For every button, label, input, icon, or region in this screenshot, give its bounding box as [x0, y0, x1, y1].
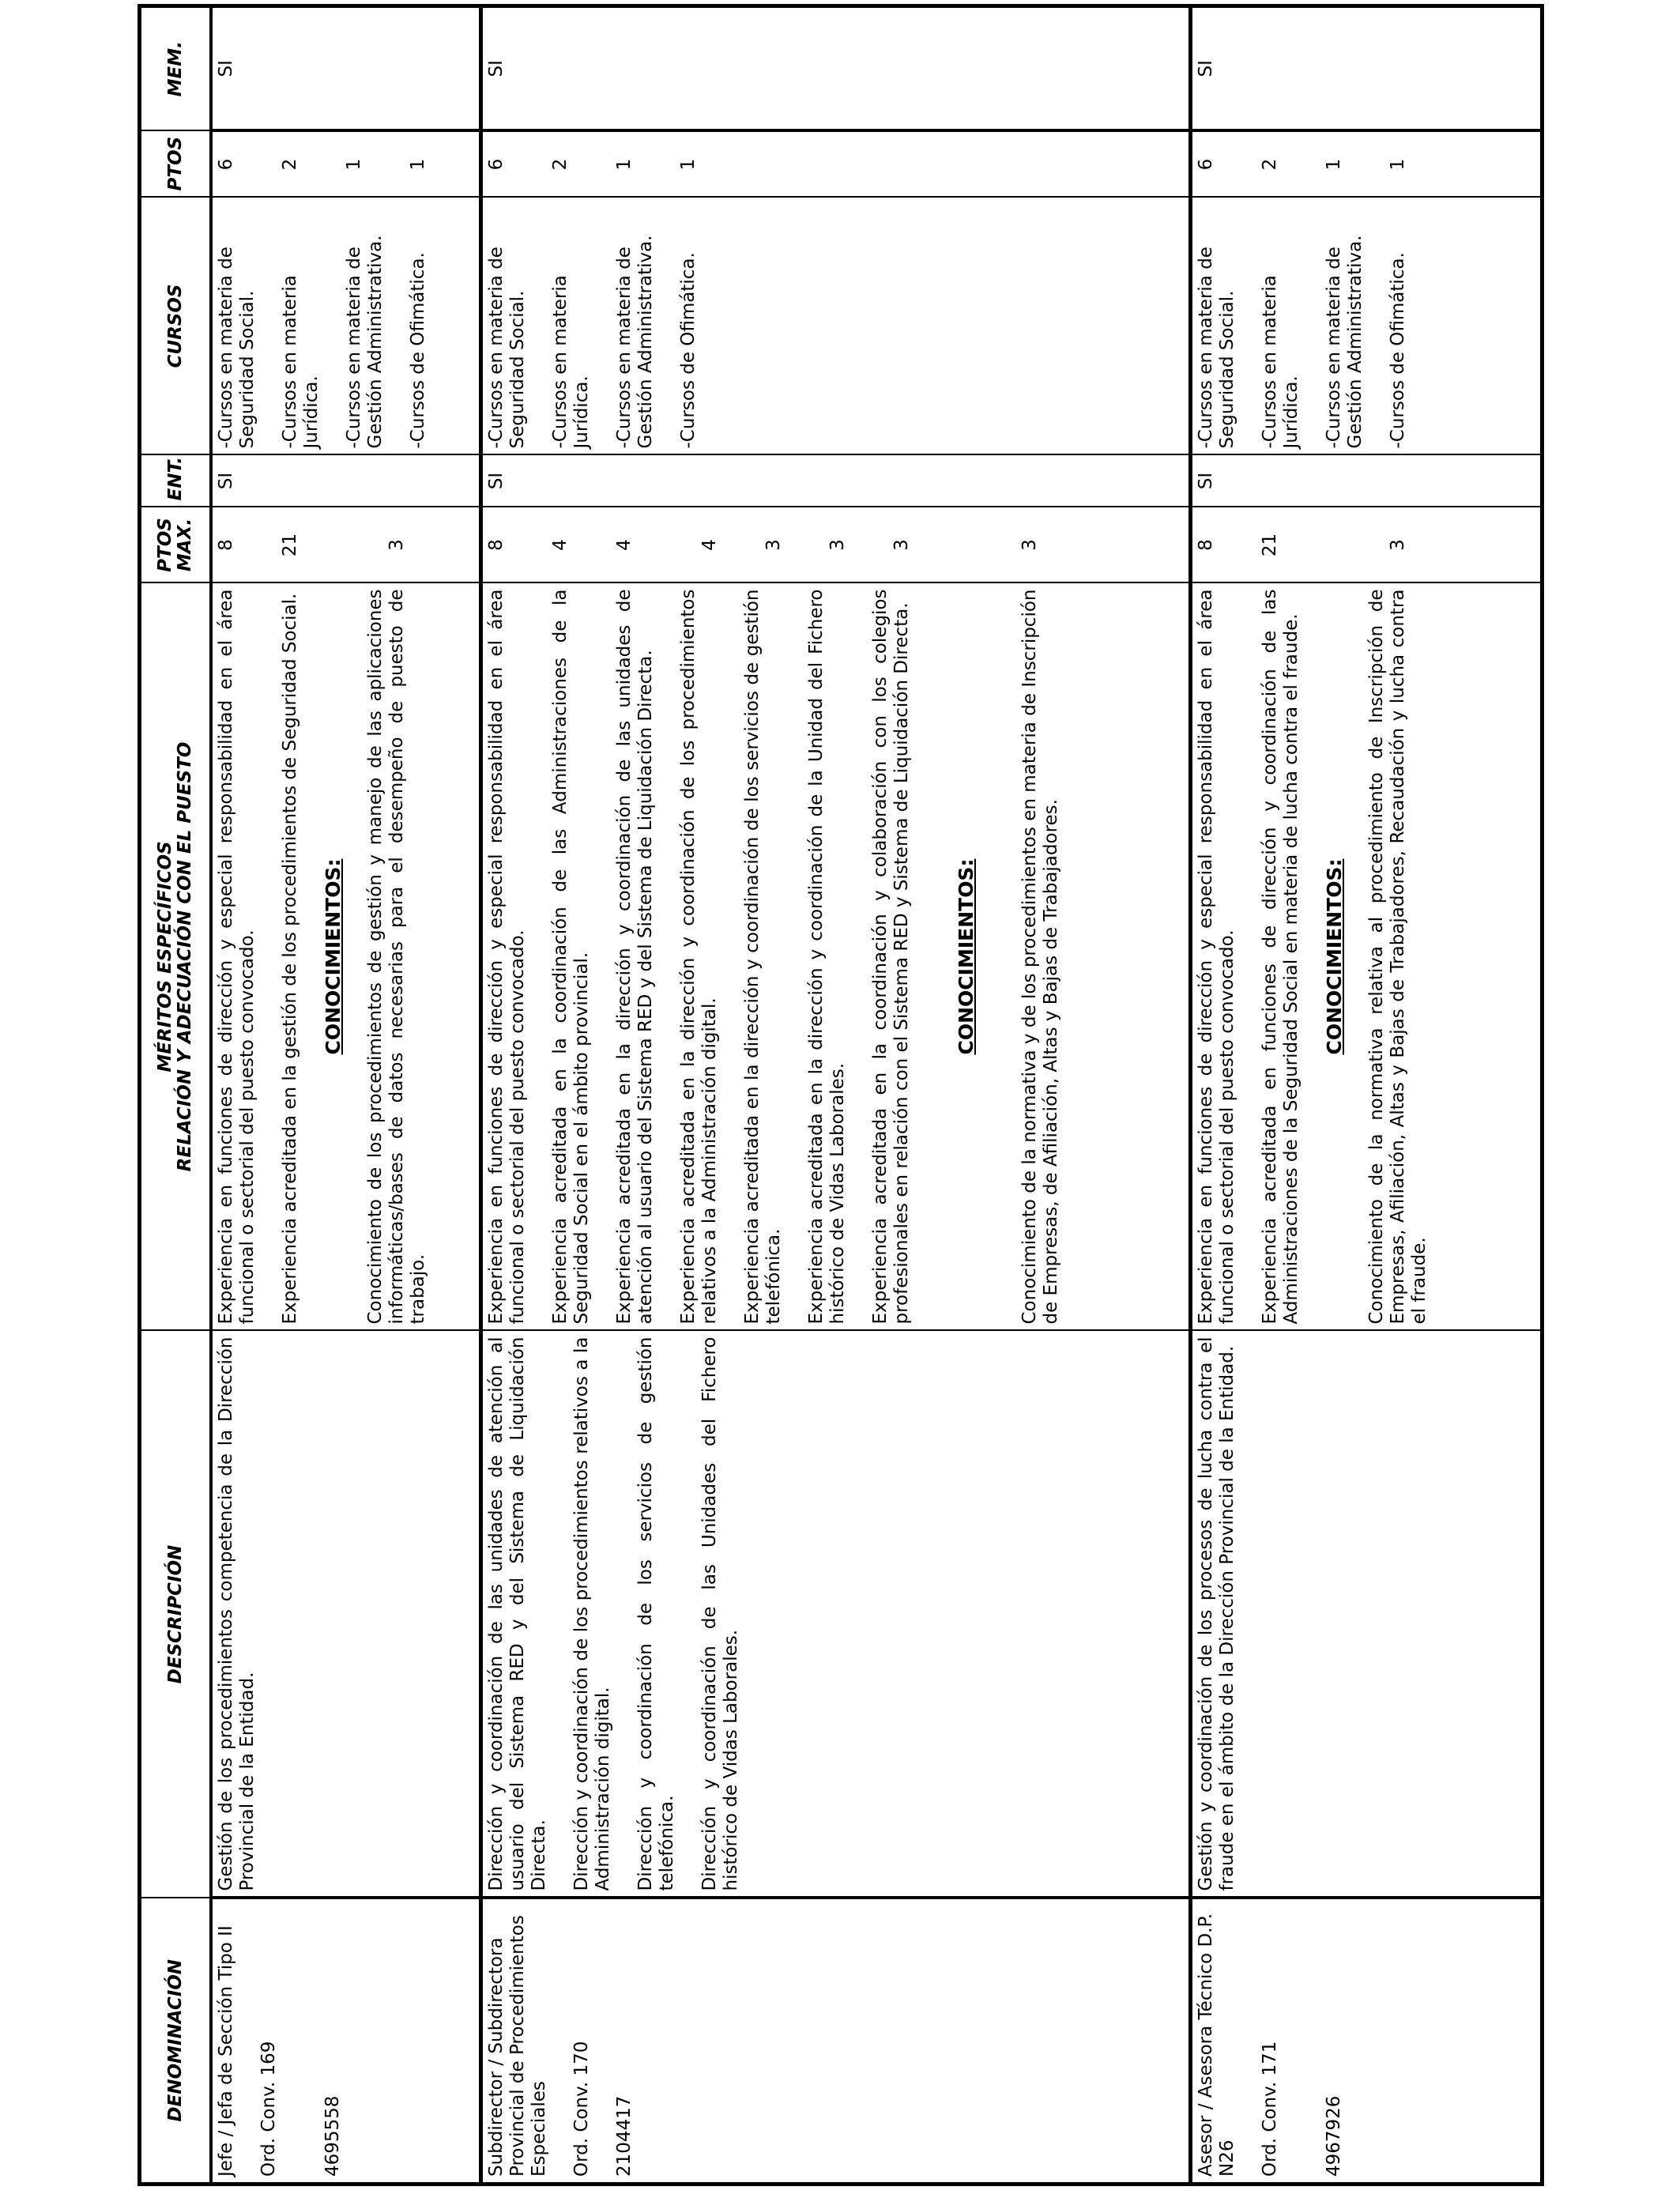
descripcion-item: Gestión de los procedimientos competencia de la Dirección Provincial de la Entidad. [216, 1336, 258, 1891]
denominacion-cell [1190, 1898, 1542, 2185]
conocimiento-item: Conocimiento de la normativa y de los procedimientos en materia de Inscripción de Empresas, de Afiliación, Altas y Bajas de Trabajadores. [1019, 589, 1061, 1325]
descripcion-item: Gestión y coordinación de los procesos de lucha contra el fraude en el ámbito de la Dirección Provincial de la Entidad. [1195, 1336, 1237, 1891]
header-denominacion: DENOMINACIÓN [140, 1898, 212, 2185]
conocimientos-heading: CONOCIMIENTOS: [1322, 858, 1346, 1055]
denominacion-text: Asesor / Asesora Técnico D.P. N26 [1195, 1913, 1237, 2177]
codigo-text: 2104417 [613, 2095, 635, 2177]
ptos-max-value: 4 [549, 539, 571, 551]
mem-value: SI [485, 60, 507, 77]
ptos-cell [480, 131, 1190, 198]
header-cursos: CURSOS [140, 198, 212, 455]
table-row [480, 6, 1190, 2185]
curso-item: -Cursos en materia Jurídica. [1259, 275, 1301, 449]
descripcion-cell [1190, 1331, 1542, 1898]
header-ptos-max-line2: MAX. [175, 518, 195, 572]
conocimiento-item: Conocimiento de los procedimientos de gestión y manejo de las aplicaciones informáticas/bases de datos necesarias para el desempeño de puesto de trabajo. [365, 589, 428, 1325]
curso-item: -Cursos en materia de Seguridad Social. [1195, 247, 1237, 449]
ent-value: SI [485, 472, 507, 490]
ptos-max-value: 3 [827, 539, 848, 551]
mem-value: SI [1195, 60, 1216, 77]
merito-item: Experiencia en funciones de dirección y especial responsabilidad en el área funcional o sectorial del puesto convocado. [216, 589, 258, 1325]
ptos-max-value: 3 [891, 539, 912, 551]
curso-item: -Cursos de Ofimática. [408, 252, 428, 449]
codigo-text: 4967926 [1323, 2095, 1344, 2177]
orden-text: Ord. Conv. 169 [258, 2041, 279, 2177]
merito-item: Experiencia acreditada en la dirección y coordinación de las unidades de atención al usuario del Sistema RED y del Sistema de Liquidación Directa. [613, 589, 656, 1325]
merito-item: Experiencia acreditada en la dirección y coordinación de los servicios de gestión telefónica. [741, 589, 784, 1325]
denominacion-text: Subdirector / Subdirectora Provincial de Procedimientos Especiales [485, 1915, 549, 2177]
meritos-cell [211, 583, 480, 1331]
ptos-value: 1 [344, 158, 364, 171]
ptos-value: 2 [549, 158, 571, 171]
ptos-max-cell [1190, 507, 1542, 583]
ptos-value: 2 [280, 158, 300, 171]
denominacion-cell [480, 1898, 1190, 2185]
ptos-cell [211, 131, 480, 198]
meritos-cell [480, 583, 1190, 1331]
ptos-max-value: 8 [216, 539, 236, 551]
descripcion-cell [211, 1331, 480, 1898]
orden-text: Ord. Conv. 170 [571, 2041, 592, 2177]
ptos-max-value: 3 [1387, 539, 1408, 551]
descripcion-cell [480, 1331, 1190, 1898]
ptos-max-cell [211, 507, 480, 583]
ptos-value: 1 [408, 158, 428, 171]
curso-item: -Cursos en materia de Gestión Administrativa. [344, 235, 386, 449]
ptos-max-value: 8 [485, 539, 507, 551]
header-ent: ENT. [140, 455, 212, 507]
header-ptos: PTOS [140, 131, 212, 198]
ptos-max-value: 3 [763, 539, 784, 551]
merito-item: Experiencia acreditada en funciones de dirección y coordinación de las Administraciones de la Seguridad Social en materia de lucha contra el fraude. [1259, 589, 1301, 1325]
merito-item: Experiencia acreditada en la dirección y coordinación de la Unidad del Fichero histórico de Vidas Laborales. [805, 589, 848, 1325]
mem-value: SI [216, 60, 236, 77]
descripcion-item: Dirección y coordinación de las Unidades del Fichero histórico de Vidas Laborales. [699, 1336, 741, 1891]
ptos-value: 1 [1387, 158, 1408, 171]
ent-value: SI [216, 472, 236, 490]
ptos-cell [1190, 131, 1542, 198]
denominacion-cell [211, 1898, 480, 2185]
descripcion-item: Dirección y coordinación de los procedimientos relativos a la Administración digital. [571, 1336, 613, 1891]
descripcion-item: Dirección y coordinación de los servicios de gestión telefónica. [635, 1336, 677, 1891]
merito-item: Experiencia en funciones de dirección y especial responsabilidad en el área funcional o sectorial del puesto convocado. [485, 589, 528, 1325]
cursos-cell [480, 198, 1190, 455]
meritos-cell [1190, 583, 1542, 1331]
table-row [211, 6, 480, 2185]
cursos-cell [211, 198, 480, 455]
descripcion-item: Dirección y coordinación de las unidades de atención al usuario del Sistema RED y del Sistema de Liquidación Directa. [485, 1336, 549, 1891]
ptos-max-value: 4 [613, 539, 635, 551]
ent-cell [211, 455, 480, 507]
mem-cell [480, 6, 1190, 131]
header-row [140, 6, 212, 2185]
ent-value: SI [1195, 472, 1216, 490]
header-ptos-max-line1: PTOS [155, 518, 175, 572]
ptos-value: 2 [1259, 158, 1280, 171]
curso-item: -Cursos en materia de Gestión Administrativa. [1323, 235, 1365, 449]
ptos-max-cell [480, 507, 1190, 583]
merito-item: Experiencia acreditada en la coordinación y colaboración con los colegios profesionales en relación con el Sistema RED y Sistema de Liquidación Directa. [869, 589, 912, 1325]
rotated-page [137, 8, 1530, 2186]
curso-item: -Cursos en materia de Seguridad Social. [216, 247, 258, 449]
curso-item: -Cursos en materia Jurídica. [549, 275, 592, 449]
ptos-max-value: 3 [1019, 539, 1040, 551]
header-ptos-max [140, 507, 212, 583]
header-mem: MEM. [140, 6, 212, 131]
table-row [1190, 6, 1542, 2185]
ptos-value: 1 [677, 158, 699, 171]
curso-item: -Cursos en materia de Seguridad Social. [485, 247, 528, 449]
conocimiento-item: Conocimiento de la normativa relativa al procedimiento de Inscripción de Empresas, Afiliación, Altas y Bajas de Trabajadores, Recaudación y lucha contra el fraude. [1365, 589, 1430, 1325]
mem-cell [1190, 6, 1542, 131]
merits-table [137, 4, 1544, 2186]
curso-item: -Cursos en materia Jurídica. [280, 275, 322, 449]
header-descripcion: DESCRIPCIÓN [140, 1331, 212, 1898]
ptos-max-value: 21 [280, 533, 300, 557]
ent-cell [480, 455, 1190, 507]
ptos-value: 6 [485, 158, 507, 171]
merito-item: Experiencia acreditada en la coordinación de las Administraciones de la Seguridad Social en el ámbito provincial. [549, 589, 592, 1325]
merito-item: Experiencia acreditada en la gestión de los procedimientos de Seguridad Social. [280, 593, 300, 1325]
merito-item: Experiencia en funciones de dirección y especial responsabilidad en el área funcional o sectorial del puesto convocado. [1195, 589, 1237, 1325]
orden-text: Ord. Conv. 171 [1259, 2041, 1280, 2177]
ptos-value: 1 [613, 158, 635, 171]
curso-item: -Cursos de Ofimática. [1387, 252, 1408, 449]
ptos-value: 1 [1323, 158, 1344, 171]
curso-item: -Cursos en materia de Gestión Administrativa. [613, 235, 656, 449]
ptos-max-value: 21 [1259, 533, 1280, 557]
curso-item: -Cursos de Ofimática. [677, 252, 699, 449]
header-meritos-line1: MÉRITOS ESPECÍFICOS [155, 841, 175, 1072]
codigo-text: 4695558 [322, 2095, 343, 2177]
mem-cell [211, 6, 480, 131]
conocimientos-heading: CONOCIMIENTOS: [954, 858, 977, 1055]
ptos-max-value: 3 [386, 539, 407, 551]
ptos-max-value: 8 [1195, 539, 1216, 551]
denominacion-text: Jefe / Jefa de Sección Tipo II [216, 1925, 236, 2177]
cursos-cell [1190, 198, 1542, 455]
ptos-max-value: 4 [699, 539, 720, 551]
ptos-value: 6 [216, 158, 236, 171]
header-meritos [140, 583, 212, 1331]
ent-cell [1190, 455, 1542, 507]
conocimientos-heading: CONOCIMIENTOS: [322, 858, 345, 1055]
header-meritos-line2: RELACIÓN Y ADECUACIÓN CON EL PUESTO [175, 741, 195, 1172]
merito-item: Experiencia acreditada en la dirección y coordinación de los procedimientos relativos a la Administración digital. [677, 589, 720, 1325]
ptos-value: 6 [1195, 158, 1216, 171]
